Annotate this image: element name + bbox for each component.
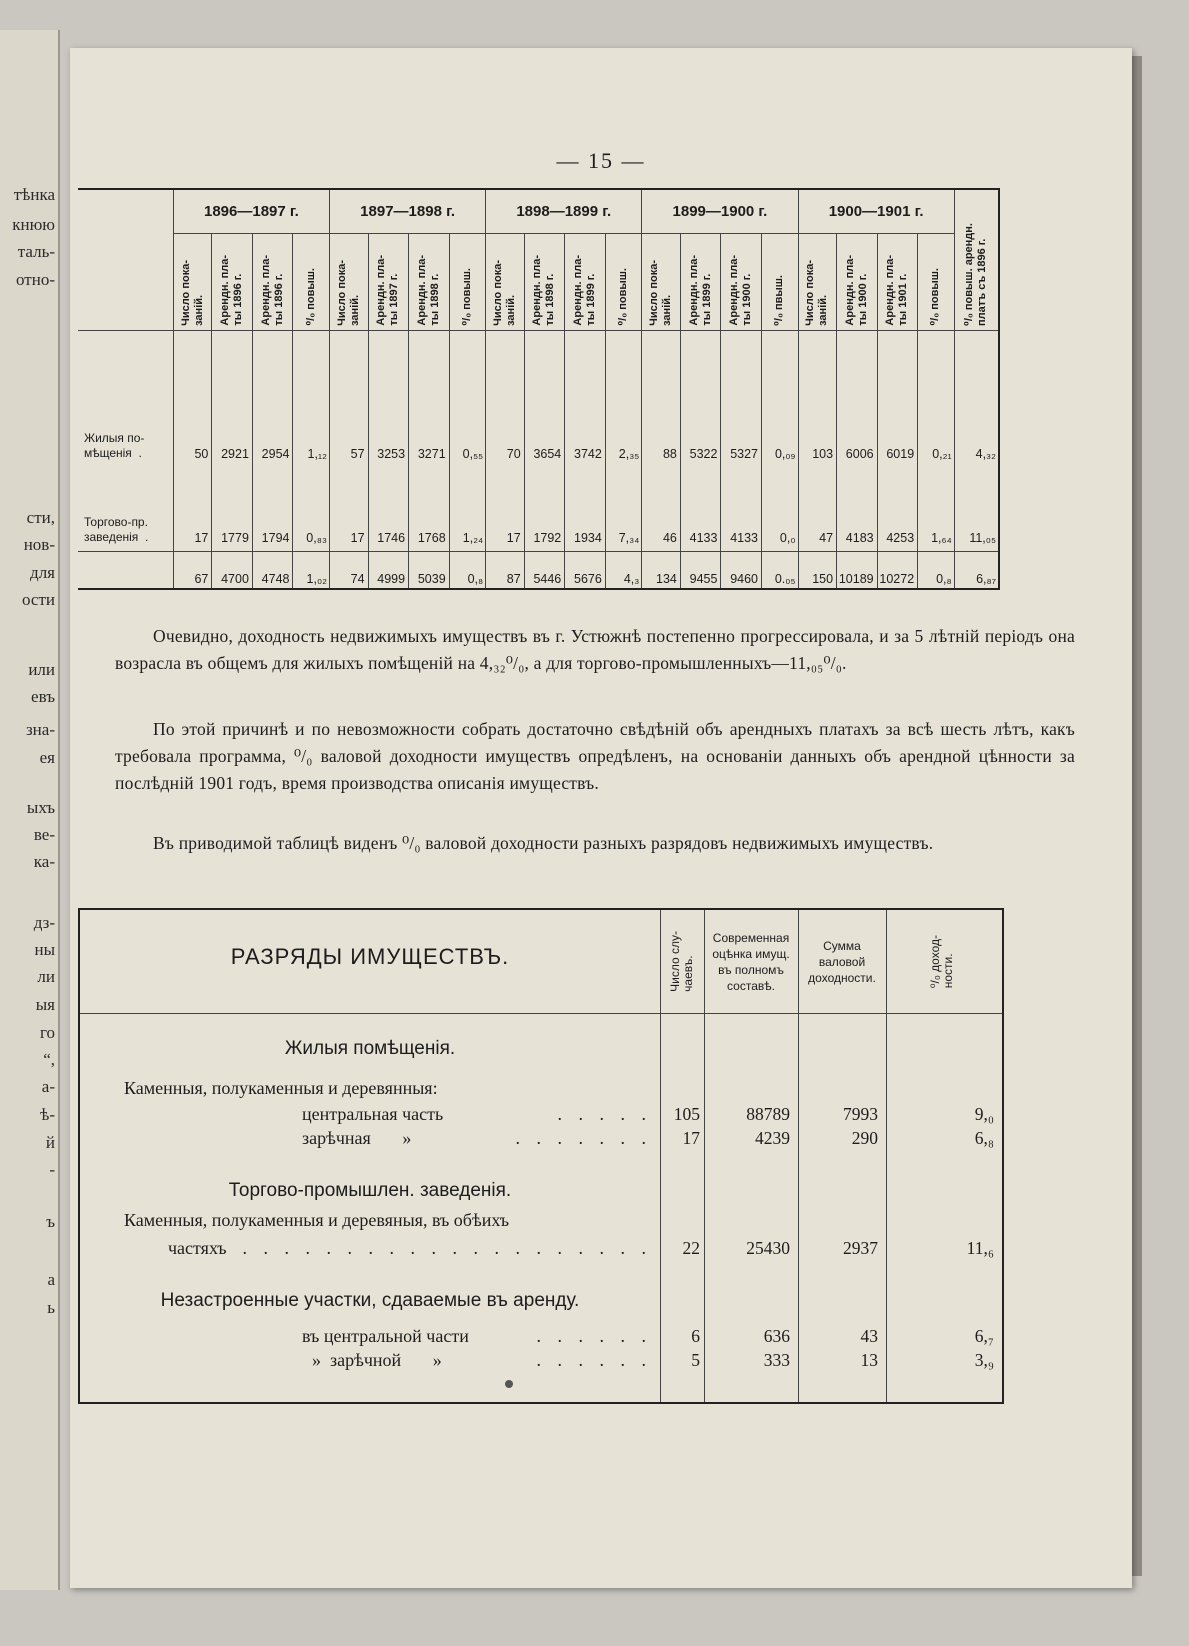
column-header: ⁰/₀ пвыш.	[762, 234, 799, 331]
page-number: — 15 —	[556, 148, 646, 173]
column-header: Арендн. пла- ты 1899 г.	[565, 234, 606, 331]
leader-dots: . . . . . . .	[515, 1128, 652, 1148]
category-table-header	[80, 910, 1002, 1014]
row-label-header-cell	[78, 234, 173, 331]
cell-gross-income: 7993	[843, 1104, 878, 1124]
period-header: 1896—1897 г.	[173, 189, 329, 234]
table-cell: 4133	[721, 467, 762, 552]
table-cell: 0,₈	[918, 552, 955, 590]
cell-income-percent: 6,₈	[974, 1128, 994, 1148]
leader-dots: . . . . . . . . . . . . . . . . . . . .	[242, 1238, 652, 1258]
table-cell: 3654	[524, 387, 565, 467]
table-cell: 4133	[680, 467, 721, 552]
table-cell: 74	[330, 552, 369, 590]
table-cell: 5676	[565, 552, 606, 590]
column-header: Арендн. пла- ты 1896 г.	[212, 234, 253, 331]
facing-page-text-fragment: тѣнка	[13, 185, 55, 204]
row-label	[78, 552, 173, 590]
row-label: центральная часть	[302, 1104, 444, 1124]
facing-page-text-fragment: й	[45, 1133, 55, 1152]
overall-increase-header: ⁰/₀ повыш. арендн. платъ съ 1896 г.	[954, 189, 999, 331]
cell-cases: 105	[673, 1104, 700, 1124]
table-cell: 5446	[524, 552, 565, 590]
column-header: Арендн. пла- ты 1898 г.	[409, 234, 450, 331]
table-cell: 88	[642, 387, 681, 467]
table-cell: 2954	[252, 387, 293, 467]
table-cell: 150	[798, 552, 837, 590]
table-cell: 11,₀₅	[954, 467, 999, 552]
column-header: ⁰/₀ повыш.	[605, 234, 642, 331]
column-header: Число пока- заній.	[486, 234, 525, 331]
facing-page-text-fragment: или	[28, 660, 55, 679]
table-cell: 67	[173, 552, 212, 590]
facing-page-text-fragment: ь	[47, 1298, 55, 1317]
facing-page-text-fragment: кнюю	[12, 215, 55, 234]
table-cell: 9455	[680, 552, 721, 590]
table-cell: 0,₈₃	[293, 467, 330, 552]
column-header: Арендн. пла- ты 1898 г.	[524, 234, 565, 331]
facing-page-text-fragment: нов-	[23, 535, 55, 554]
category-table	[78, 908, 1004, 1404]
period-header: 1897—1898 г.	[330, 189, 486, 234]
column-header: Число пока- заній.	[330, 234, 369, 331]
table-row	[78, 387, 999, 467]
row-label: Торгово-пр. заведенія .	[84, 515, 149, 544]
cell-gross-income: 43	[860, 1326, 878, 1346]
facing-page-text-fragment: ѣ-	[40, 1105, 55, 1124]
facing-page-text-fragment: отно-	[16, 270, 55, 289]
facing-page-text-fragment: сти,	[26, 508, 55, 527]
row-label: Жилыя по- мѣщенія .	[84, 431, 145, 460]
table-cell: 1794	[252, 467, 293, 552]
table-cell: 10272	[877, 552, 918, 590]
facing-page-text-fragment: “,	[43, 1050, 55, 1069]
section-heading: Незастроенные участки, сдаваемые въ аренду.	[160, 1290, 580, 1311]
table-cell: 1768	[409, 467, 450, 552]
facing-page-edge	[0, 30, 60, 1590]
table-cell: 10189	[837, 552, 878, 590]
header-income-percent: ⁰/₀ доход- ности.	[928, 934, 955, 989]
table-cell: 1,₀₂	[293, 552, 330, 590]
cell-cases: 5	[691, 1350, 700, 1370]
facing-page-text-fragment: ыя	[35, 995, 55, 1014]
table-cell: 4,₃₂	[954, 387, 999, 467]
table-cell: 0,₈	[449, 552, 486, 590]
table-cell: 4183	[837, 467, 878, 552]
facing-page-text-fragment: таль-	[17, 242, 55, 261]
column-header: ⁰/₀ повыш.	[918, 234, 955, 331]
table-cell: 0,₀₉	[762, 387, 799, 467]
table-cell: 46	[642, 467, 681, 552]
period-header: 1899—1900 г.	[642, 189, 798, 234]
column-header: Арендн. пла- ты 1901 г.	[877, 234, 918, 331]
section-heading: Торгово-промышлен. заведенія.	[228, 1180, 512, 1201]
header-gross-income: Сумма валовой доходности.	[808, 938, 876, 985]
column-header: Арендн. пла- ты 1900 г.	[721, 234, 762, 331]
leader-dots: . . . . . .	[536, 1326, 652, 1346]
table-cell: 9460	[721, 552, 762, 590]
section-heading: Жилыя помѣщенія.	[284, 1038, 456, 1059]
table-cell: 2,₃₅	[605, 387, 642, 467]
facing-page-text-fragment: ъ	[46, 1212, 55, 1231]
table-cell: 3271	[409, 387, 450, 467]
column-header: ⁰/₀ повыш.	[293, 234, 330, 331]
period-header: 1900—1901 г.	[798, 189, 954, 234]
facing-page-text-fragment: зна-	[25, 720, 55, 739]
table-cell: 1934	[565, 467, 606, 552]
table-cell: 1746	[368, 467, 409, 552]
facing-page-text-fragment: ли	[37, 967, 55, 986]
table-cell: 0.₀₅	[762, 552, 799, 590]
header-cases: Число слу- чаевъ.	[668, 931, 695, 992]
row-label: » зарѣчной »	[312, 1350, 442, 1370]
table-cell: 17	[486, 467, 525, 552]
table-cell: 3742	[565, 387, 606, 467]
cell-income-percent: 11,₆	[966, 1238, 994, 1258]
facing-page-text-fragment: -	[49, 1160, 55, 1179]
cell-gross-income: 2937	[843, 1238, 878, 1258]
table-cell: 57	[330, 387, 369, 467]
paragraph-1: Очевидно, доходность недвижимыхъ имуществъ въ г. Устюжнѣ постепенно прогрессировала, и за 5 лѣтній періодъ она возрасла въ общемъ для жилыхъ помѣщеній на 4,₃₂⁰/₀, а для торгово-промышленныхъ—11,₀₅⁰/₀.	[115, 626, 1075, 673]
spacer-row	[78, 331, 999, 388]
header-valuation: Современная оцѣнка имущ. въ полномъ составѣ.	[712, 930, 790, 993]
table-cell: 0,₂₁	[918, 387, 955, 467]
ink-dot	[505, 1380, 513, 1388]
facing-page-text-fragment: ости	[22, 590, 55, 609]
facing-page-text-fragment: ве-	[33, 825, 55, 844]
table-cell: 2921	[212, 387, 253, 467]
facing-page-text-fragment: го	[39, 1023, 55, 1042]
table-cell: 1,₁₂	[293, 387, 330, 467]
section-subtitle: Каменныя, полукаменныя и деревянныя:	[124, 1078, 438, 1098]
paragraph-2: По этой причинѣ и по невозможности собрать достаточно свѣдѣній объ арендныхъ платахъ за всѣ шесть лѣтъ, какъ требовала программа, ⁰/₀ валовой доходности имуществъ опредѣленъ, на основаніи данныхъ объ арендной цѣнности за послѣдній 1901 годъ, время производства описанія имуществъ.	[115, 719, 1075, 793]
cell-cases: 6	[691, 1326, 700, 1346]
table-cell: 1779	[212, 467, 253, 552]
cell-income-percent: 3,₉	[974, 1350, 994, 1370]
table-cell: 6019	[877, 387, 918, 467]
row-label: частяхъ	[168, 1238, 227, 1258]
table-cell: 7,₃₄	[605, 467, 642, 552]
column-header: ⁰/₀ повыш.	[449, 234, 486, 331]
period-header: 1898—1899 г.	[486, 189, 642, 234]
facing-page-text-fragment: ны	[34, 940, 55, 959]
category-table-title: РАЗРЯДЫ ИМУЩЕСТВЪ.	[230, 944, 510, 969]
column-header: Число пока- заній.	[642, 234, 681, 331]
row-label-header	[78, 189, 173, 234]
document-page	[70, 48, 1132, 1588]
table-cell: 17	[330, 467, 369, 552]
cell-valuation: 333	[763, 1350, 790, 1370]
table-cell: 6006	[837, 387, 878, 467]
facing-page-text-fragment: евъ	[31, 687, 55, 706]
facing-page-text-fragment: дз-	[33, 913, 55, 932]
table-cell: 103	[798, 387, 837, 467]
paragraph-3: Въ приводимой таблицѣ виденъ ⁰/₀ валовой доходности разныхъ разрядовъ недвижимыхъ имуществъ.	[153, 833, 934, 853]
cell-cases: 17	[682, 1128, 700, 1148]
cell-income-percent: 9,₀	[974, 1104, 994, 1124]
cell-valuation: 4239	[755, 1128, 790, 1148]
table-cell: 5327	[721, 387, 762, 467]
table-row	[78, 467, 999, 552]
facing-page-text-fragment: а-	[41, 1077, 55, 1096]
table-cell: 1,₂₄	[449, 467, 486, 552]
table-cell: 50	[173, 387, 212, 467]
table-cell: 0,₅₅	[449, 387, 486, 467]
table-cell: 134	[642, 552, 681, 590]
rent-income-table	[78, 188, 1000, 590]
table-cell: 4253	[877, 467, 918, 552]
table-cell: 5322	[680, 387, 721, 467]
facing-page-text-fragment: а	[47, 1270, 55, 1289]
table-cell: 47	[798, 467, 837, 552]
column-header: Арендн. пла- ты 1899 г.	[680, 234, 721, 331]
table-cell: 6,₈₇	[954, 552, 999, 590]
facing-page-text-fragment: для	[30, 563, 55, 582]
column-header: Арендн. пла- ты 1900 г.	[837, 234, 878, 331]
cell-gross-income: 290	[851, 1128, 878, 1148]
facing-page-text-fragment: ея	[39, 748, 55, 767]
column-header: Число пока- заній.	[798, 234, 837, 331]
table-cell: 5039	[409, 552, 450, 590]
cell-income-percent: 6,₇	[974, 1326, 994, 1346]
table-cell: 4999	[368, 552, 409, 590]
table-cell: 70	[486, 387, 525, 467]
leader-dots: . . . . . .	[536, 1350, 652, 1370]
table-cell: 4700	[212, 552, 253, 590]
column-header: Арендн. пла- ты 1897 г.	[368, 234, 409, 331]
cell-gross-income: 13	[860, 1350, 878, 1370]
table-cell: 4,₃	[605, 552, 642, 590]
page-edge	[1132, 56, 1142, 1576]
table-cell: 87	[486, 552, 525, 590]
leader-dots: . . . . .	[557, 1104, 652, 1124]
table-row-total	[78, 552, 999, 590]
column-header: Число пока- заній.	[173, 234, 212, 331]
table-cell: 1,₆₄	[918, 467, 955, 552]
row-label: въ центральной части	[302, 1326, 469, 1346]
cell-cases: 22	[682, 1238, 700, 1258]
table-cell: 17	[173, 467, 212, 552]
cell-valuation: 636	[763, 1326, 790, 1346]
table-cell: 3253	[368, 387, 409, 467]
facing-page-text-fragment: ыхъ	[26, 798, 55, 817]
column-header: Арендн. пла- ты 1896 г.	[252, 234, 293, 331]
cell-valuation: 25430	[746, 1238, 790, 1258]
facing-page-text-fragment: ка-	[33, 852, 55, 871]
cell-valuation: 88789	[746, 1104, 790, 1124]
table-cell: 4748	[252, 552, 293, 590]
table-cell: 1792	[524, 467, 565, 552]
table-cell: 0,₀	[762, 467, 799, 552]
section-subtitle: Каменныя, полукаменныя и деревяныя, въ обѣихъ	[124, 1210, 509, 1230]
row-label: зарѣчная »	[302, 1128, 412, 1148]
